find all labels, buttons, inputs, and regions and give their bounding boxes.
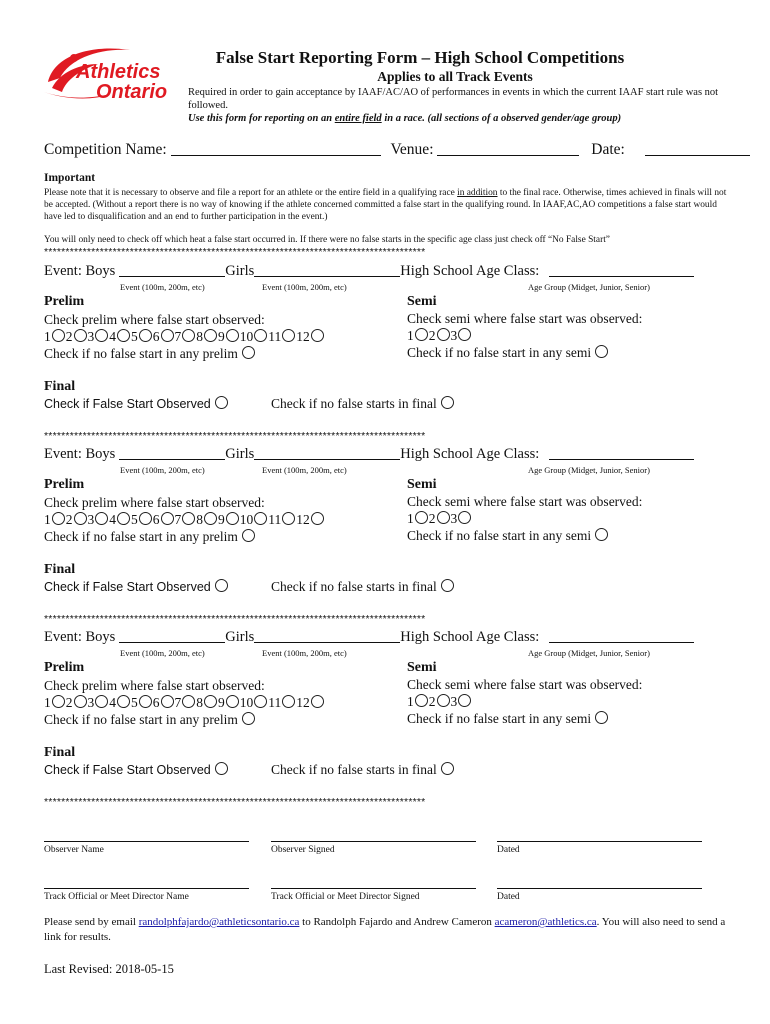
prelim-heat-number: 8 [196, 512, 203, 527]
prelim-heat-number: 1 [44, 329, 51, 344]
observer-date-field[interactable] [497, 841, 702, 842]
prelim-none-checkbox[interactable] [242, 712, 255, 725]
official-name-label: Track Official or Meet Director Name [44, 892, 189, 902]
prelim-heat-9-checkbox[interactable] [226, 695, 239, 708]
logo-text-1: Athletics [76, 61, 161, 83]
prelim-heat-number: 8 [196, 695, 203, 710]
final-observed-checkbox[interactable] [215, 396, 228, 409]
prelim-heat-number: 9 [218, 695, 225, 710]
form-title: False Start Reporting Form – High School Competitions [215, 48, 625, 67]
prelim-heat-number: 3 [87, 329, 95, 344]
prelim-heat-row [44, 695, 325, 711]
prelim-heat-number: 6 [152, 329, 160, 344]
observer-signed-field[interactable] [271, 841, 476, 842]
official-signed-label: Track Official or Meet Director Signed [271, 892, 420, 902]
last-revised: Last Revised: 2018-05-15 [44, 962, 174, 976]
final-none-row: Check if no false starts in final [271, 579, 455, 595]
official-signed-field[interactable] [271, 888, 476, 889]
email-link-randolph[interactable]: randolphfajardo@athleticsontario.ca [138, 916, 300, 928]
semi-heat-number: 1 [407, 328, 414, 343]
age-group-hint: Age Group (Midget, Junior, Senior) [528, 465, 650, 475]
separator-stars: ***************************************************************************************** [44, 613, 426, 625]
prelim-heat-8-checkbox[interactable] [204, 329, 217, 342]
important-heading: Important [44, 172, 96, 184]
prelim-heat-11-checkbox[interactable] [282, 329, 295, 342]
semi-heat-number: 1 [407, 694, 414, 709]
age-group-hint: Age Group (Midget, Junior, Senior) [528, 282, 650, 292]
observer-signed-label: Observer Signed [271, 845, 335, 855]
prelim-heading: Prelim [44, 477, 85, 492]
prelim-heat-11-checkbox[interactable] [282, 695, 295, 708]
final-none-row: Check if no false starts in final [271, 762, 455, 778]
semi-heat-1-checkbox[interactable] [415, 694, 428, 707]
footer-instructions: Please send by email randolphfajardo@athleticsontario.ca to Randolph Fajardo and Andrew Cameron acameron@athletics.ca. You will also need to send a link for results. [44, 916, 726, 943]
age-group-hint: Age Group (Midget, Junior, Senior) [528, 648, 650, 658]
event-line [44, 629, 694, 646]
girls-label: Girls [225, 629, 255, 645]
prelim-instruction: Check prelim where false start observed: [44, 678, 265, 693]
semi-heat-1-checkbox[interactable] [415, 328, 428, 341]
competition-name-label: Competition Name: [44, 141, 167, 158]
prelim-heat-number: 10 [239, 512, 254, 527]
final-heading: Final [44, 562, 76, 577]
prelim-heat-4-checkbox[interactable] [117, 512, 130, 525]
semi-heat-number: 2 [428, 328, 436, 343]
important-body: Please note that it is necessary to observe and file a report for an athlete or the entire field in a qualifying race in addition to the final race. Otherwise, times achieved in finals will not be accepted. (Without a report there is no way of knowing if the athlete concerned committed a false start in the qualifying round. In IAAF,AC,AO competitions a false start would have led to disqualification and an end to further participation in the event.) [44, 188, 727, 223]
final-observed-row: Check if False Start Observed [44, 579, 229, 594]
prelim-heat-number: 1 [44, 695, 51, 710]
prelim-heat-5-checkbox[interactable] [139, 695, 152, 708]
event-line [44, 263, 694, 280]
event-girls-field[interactable] [254, 264, 400, 277]
prelim-heat-1-checkbox[interactable] [52, 695, 65, 708]
prelim-heat-2-checkbox[interactable] [74, 695, 87, 708]
prelim-heat-6-checkbox[interactable] [161, 329, 174, 342]
event-girls-field[interactable] [254, 447, 400, 460]
separator-stars: ***************************************************************************************** [44, 796, 426, 808]
final-none-checkbox[interactable] [441, 579, 454, 592]
semi-heat-number: 3 [450, 511, 458, 526]
competition-line [44, 141, 734, 159]
prelim-heat-number: 9 [218, 329, 225, 344]
competition-name-field[interactable] [171, 141, 381, 156]
prelim-heat-number: 12 [296, 329, 310, 344]
prelim-heat-6-checkbox[interactable] [161, 512, 174, 525]
prelim-heat-number: 6 [152, 512, 160, 527]
event-boys-hint: Event (100m, 200m, etc) [120, 648, 205, 658]
prelim-heat-7-checkbox[interactable] [182, 695, 195, 708]
prelim-heat-9-checkbox[interactable] [226, 512, 239, 525]
prelim-heat-10-checkbox[interactable] [254, 512, 267, 525]
semi-heat-1-checkbox[interactable] [415, 511, 428, 524]
official-date-field[interactable] [497, 888, 702, 889]
prelim-heat-12-checkbox[interactable] [311, 695, 324, 708]
prelim-heat-9-checkbox[interactable] [226, 329, 239, 342]
prelim-none-row: Check if no false start in any prelim [44, 529, 256, 545]
prelim-instruction: Check prelim where false start observed: [44, 312, 265, 327]
venue-field[interactable] [437, 141, 579, 156]
prelim-heat-number: 11 [268, 695, 282, 710]
prelim-heat-number: 1 [44, 512, 51, 527]
prelim-heat-row [44, 329, 325, 345]
observer-dated-label: Dated [497, 845, 520, 855]
prelim-heat-7-checkbox[interactable] [182, 329, 195, 342]
semi-heat-2-checkbox[interactable] [437, 511, 450, 524]
requirement-note: Required in order to gain acceptance by IAAF/AC/AO of performances in events in which the current IAAF start rule was not followed. [188, 87, 719, 111]
event-boys-field[interactable] [119, 630, 225, 643]
prelim-heat-4-checkbox[interactable] [117, 695, 130, 708]
final-heading: Final [44, 745, 76, 760]
semi-heat-number: 2 [428, 694, 436, 709]
prelim-heat-number: 9 [218, 512, 225, 527]
date-label: Date: [591, 141, 625, 158]
event-boys-label: Event: Boys [44, 263, 116, 279]
semi-heat-row [407, 694, 472, 710]
prelim-heat-5-checkbox[interactable] [139, 512, 152, 525]
prelim-heat-row [44, 512, 325, 528]
semi-heat-3-checkbox[interactable] [458, 511, 471, 524]
email-link-andrew[interactable]: acameron@athletics.ca [494, 916, 597, 928]
prelim-heat-number: 8 [196, 329, 203, 344]
event-girls-hint: Event (100m, 200m, etc) [262, 465, 347, 475]
prelim-none-row: Check if no false start in any prelim [44, 346, 256, 362]
semi-none-checkbox[interactable] [595, 345, 608, 358]
event-girls-field[interactable] [254, 630, 400, 643]
hs-age-class-label: High School Age Class: [400, 629, 540, 645]
prelim-heat-number: 7 [174, 329, 182, 344]
event-boys-hint: Event (100m, 200m, etc) [120, 465, 205, 475]
prelim-heat-6-checkbox[interactable] [161, 695, 174, 708]
prelim-heat-3-checkbox[interactable] [95, 695, 108, 708]
semi-instruction: Check semi where false start was observed: [407, 494, 643, 509]
prelim-heat-number: 3 [87, 512, 95, 527]
prelim-heat-number: 12 [296, 695, 310, 710]
prelim-heat-10-checkbox[interactable] [254, 695, 267, 708]
logo-text-2: Ontario [96, 81, 168, 103]
observer-name-field[interactable] [44, 841, 249, 842]
semi-none-row: Check if no false start in any semi [407, 528, 609, 544]
separator-stars: ***************************************************************************************** [44, 430, 426, 442]
prelim-heat-number: 6 [152, 695, 160, 710]
final-none-row: Check if no false starts in final [271, 396, 455, 412]
prelim-heat-number: 2 [65, 695, 73, 710]
check-note: You will only need to check off which heat a false start occurred in. If there were no false starts in the specific age class just check off “No False Start” [44, 235, 610, 245]
semi-none-checkbox[interactable] [595, 711, 608, 724]
prelim-heat-number: 11 [268, 512, 282, 527]
prelim-heat-2-checkbox[interactable] [74, 512, 87, 525]
semi-none-row: Check if no false start in any semi [407, 345, 609, 361]
final-none-checkbox[interactable] [441, 396, 454, 409]
prelim-heat-number: 5 [131, 329, 138, 344]
prelim-heat-number: 11 [268, 329, 282, 344]
prelim-heat-number: 7 [174, 695, 182, 710]
prelim-heat-11-checkbox[interactable] [282, 512, 295, 525]
girls-label: Girls [225, 446, 255, 462]
semi-none-row: Check if no false start in any semi [407, 711, 609, 727]
semi-heat-2-checkbox[interactable] [437, 694, 450, 707]
prelim-heat-number: 4 [109, 512, 116, 527]
semi-instruction: Check semi where false start was observed: [407, 311, 643, 326]
prelim-heat-8-checkbox[interactable] [204, 695, 217, 708]
event-boys-hint: Event (100m, 200m, etc) [120, 282, 205, 292]
event-boys-field[interactable] [119, 447, 225, 460]
final-observed-row: Check if False Start Observed [44, 762, 229, 777]
prelim-heat-number: 2 [65, 512, 73, 527]
age-class-field[interactable] [549, 447, 694, 460]
prelim-heat-2-checkbox[interactable] [74, 329, 87, 342]
prelim-heat-number: 5 [131, 512, 138, 527]
prelim-heat-10-checkbox[interactable] [254, 329, 267, 342]
hs-age-class-label: High School Age Class: [400, 446, 540, 462]
prelim-heat-number: 7 [174, 512, 182, 527]
age-class-field[interactable] [549, 630, 694, 643]
final-observed-checkbox[interactable] [215, 579, 228, 592]
event-line [44, 446, 694, 463]
prelim-heat-number: 12 [296, 512, 310, 527]
event-boys-label: Event: Boys [44, 629, 116, 645]
semi-heading: Semi [407, 477, 437, 492]
prelim-heat-number: 4 [109, 329, 116, 344]
prelim-heat-1-checkbox[interactable] [52, 329, 65, 342]
prelim-none-row: Check if no false start in any prelim [44, 712, 256, 728]
prelim-instruction: Check prelim where false start observed: [44, 495, 265, 510]
semi-heat-3-checkbox[interactable] [458, 328, 471, 341]
official-dated-label: Dated [497, 892, 520, 902]
official-name-field[interactable] [44, 888, 249, 889]
prelim-heat-7-checkbox[interactable] [182, 512, 195, 525]
prelim-heat-12-checkbox[interactable] [311, 512, 324, 525]
observer-name-label: Observer Name [44, 845, 104, 855]
semi-heat-number: 3 [450, 328, 458, 343]
semi-heat-number: 3 [450, 694, 458, 709]
semi-heat-3-checkbox[interactable] [458, 694, 471, 707]
semi-none-checkbox[interactable] [595, 528, 608, 541]
event-boys-field[interactable] [119, 264, 225, 277]
separator-stars: ***************************************************************************************** [44, 246, 426, 258]
semi-heat-row [407, 328, 472, 344]
final-heading: Final [44, 379, 76, 394]
prelim-heat-4-checkbox[interactable] [117, 329, 130, 342]
prelim-none-checkbox[interactable] [242, 529, 255, 542]
form-subtitle: Applies to all Track Events [377, 69, 533, 84]
prelim-heat-number: 4 [109, 695, 116, 710]
prelim-none-checkbox[interactable] [242, 346, 255, 359]
semi-heading: Semi [407, 294, 437, 309]
prelim-heat-3-checkbox[interactable] [95, 329, 108, 342]
event-section-1 [0, 263, 770, 433]
prelim-heat-number: 3 [87, 695, 95, 710]
date-field[interactable] [645, 141, 750, 156]
prelim-heat-number: 10 [239, 695, 254, 710]
prelim-heat-5-checkbox[interactable] [139, 329, 152, 342]
hs-age-class-label: High School Age Class: [400, 263, 540, 279]
final-observed-row: Check if False Start Observed [44, 396, 229, 411]
prelim-heat-number: 2 [65, 329, 73, 344]
prelim-heat-1-checkbox[interactable] [52, 512, 65, 525]
prelim-heading: Prelim [44, 660, 85, 675]
usage-note: Use this form for reporting on an entire field in a race. (all sections of a observed gender/age group) [188, 113, 622, 124]
girls-label: Girls [225, 263, 255, 279]
prelim-heat-number: 10 [239, 329, 254, 344]
semi-heat-number: 1 [407, 511, 414, 526]
event-section-3 [0, 629, 770, 799]
age-class-field[interactable] [549, 264, 694, 277]
final-observed-checkbox[interactable] [215, 762, 228, 775]
prelim-heat-8-checkbox[interactable] [204, 512, 217, 525]
semi-heading: Semi [407, 660, 437, 675]
final-none-checkbox[interactable] [441, 762, 454, 775]
event-girls-hint: Event (100m, 200m, etc) [262, 282, 347, 292]
semi-heat-2-checkbox[interactable] [437, 328, 450, 341]
prelim-heading: Prelim [44, 294, 85, 309]
event-section-2 [0, 446, 770, 616]
prelim-heat-12-checkbox[interactable] [311, 329, 324, 342]
semi-heat-number: 2 [428, 511, 436, 526]
event-girls-hint: Event (100m, 200m, etc) [262, 648, 347, 658]
prelim-heat-number: 5 [131, 695, 138, 710]
semi-heat-row [407, 511, 472, 527]
prelim-heat-3-checkbox[interactable] [95, 512, 108, 525]
event-boys-label: Event: Boys [44, 446, 116, 462]
venue-label: Venue: [390, 141, 434, 158]
semi-instruction: Check semi where false start was observed: [407, 677, 643, 692]
